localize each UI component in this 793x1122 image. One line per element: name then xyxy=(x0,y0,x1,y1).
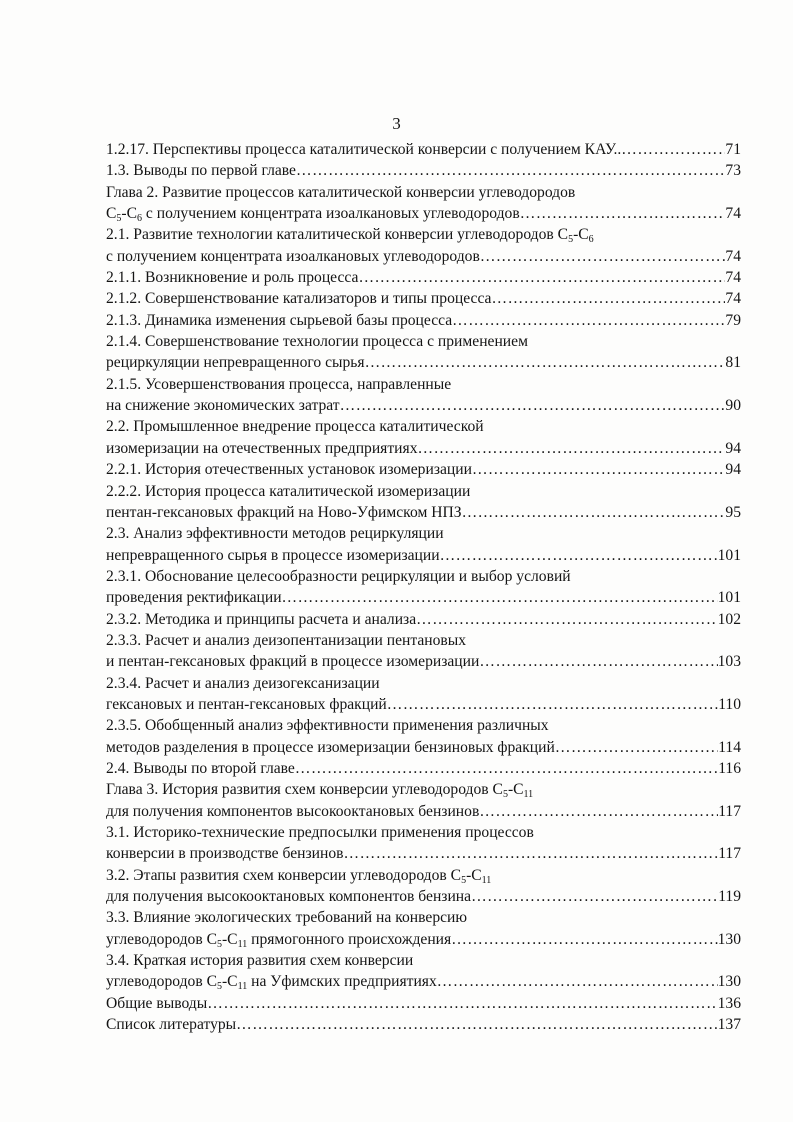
toc-entry-title: 1.3. Выводы по первой главе xyxy=(106,162,296,180)
toc-entry xyxy=(106,182,741,203)
toc-entry-title: с получением концентрата изоалкановых углеводородов xyxy=(106,247,480,265)
toc-entry-title: $C_5-C_6$ с получением концентрата изоалкановых углеводородов xyxy=(106,205,520,225)
toc-entry-title: 2.1.3. Динамика изменения сырьевой базы процесса xyxy=(106,311,453,329)
toc-dot-leader xyxy=(520,203,726,224)
toc-entry-page: 71 xyxy=(725,141,741,158)
toc-entry-title: гексановых и пентан-гексановых фракций xyxy=(106,695,387,713)
toc-entry-page: 117 xyxy=(718,845,741,863)
toc-dot-leader xyxy=(282,587,718,608)
toc-dot-leader xyxy=(296,160,725,181)
toc-entry-title: рециркуляции непревращенного сырья xyxy=(106,354,365,372)
toc-entry xyxy=(106,715,741,736)
toc-entry xyxy=(106,694,741,715)
toc-entry-title: 1.2.17. Перспективы процесса каталитической конверсии с получением КАУ.. xyxy=(106,141,622,158)
toc-entry xyxy=(106,545,741,566)
toc-entry-title: Глава 3. История развития схем конверсии углеводородов $C_5-C_{11}$ xyxy=(106,781,534,801)
toc-entry xyxy=(106,865,741,886)
toc-entry xyxy=(106,566,741,587)
toc-entry xyxy=(106,929,741,950)
toc-dot-leader xyxy=(418,438,726,459)
toc-dot-leader xyxy=(387,694,718,715)
toc-entry-page: 94 xyxy=(725,461,741,479)
toc-entry xyxy=(106,502,741,523)
toc-dot-leader xyxy=(344,843,719,864)
toc-entry xyxy=(106,673,741,694)
toc-entry xyxy=(106,416,741,437)
toc-entry-page: 114 xyxy=(718,738,741,756)
toc-entry-title: методов разделения в процессе изомеризации бензиновых фракций xyxy=(106,738,555,756)
toc-entry xyxy=(106,737,741,758)
toc-entry xyxy=(106,224,741,245)
toc-dot-leader xyxy=(452,310,725,331)
page-number: 3 xyxy=(392,114,401,133)
toc-entry-title: Общие выводы xyxy=(106,994,208,1012)
toc-dot-leader xyxy=(340,395,726,416)
toc-entry-title: углеводородов $C_5-C_{11}$ на Уфимских предприятиях xyxy=(106,973,437,993)
toc-entry xyxy=(106,203,741,224)
toc-entry-page: 73 xyxy=(725,162,741,180)
toc-entry-title: 2.3.4. Расчет и анализ деизогексанизации xyxy=(106,674,380,692)
toc-entry-page: 136 xyxy=(717,994,741,1012)
toc-dot-leader xyxy=(479,801,718,822)
toc-entry xyxy=(106,267,741,288)
toc-entry-title: 2.3.1. Обоснование целесообразности рециркуляции и выбор условий xyxy=(106,567,571,585)
toc-entry xyxy=(106,651,741,672)
toc-entry-page: 130 xyxy=(717,973,741,991)
toc-entry-title: 2.1. Развитие технологии каталитической конверсии углеводородов $C_5-C_6$ xyxy=(106,226,594,246)
toc-entry xyxy=(106,352,741,373)
toc-entry-title: 2.2.2. История процесса каталитической изомеризации xyxy=(106,482,471,500)
toc-entry-title: для получения высокооктановых компонентов бензина xyxy=(106,888,472,906)
toc-entry xyxy=(106,139,741,160)
toc-entry xyxy=(106,246,741,267)
toc-dot-leader xyxy=(472,459,725,480)
toc-dot-leader xyxy=(207,993,717,1014)
toc-entry-page: 79 xyxy=(725,311,741,329)
toc-entry-title: 3.2. Этапы развития схем конверсии углеводородов $C_5-C_{11}$ xyxy=(106,866,492,886)
toc-entry xyxy=(106,907,741,928)
toc-entry-title: 3.1. Историко-технические предпосылки применения процессов xyxy=(106,824,534,841)
toc-entry xyxy=(106,1014,741,1035)
toc-entry xyxy=(106,971,741,992)
toc-entry-title: изомеризации на отечественных предприятиях xyxy=(106,439,418,457)
toc-dot-leader xyxy=(471,886,718,907)
toc-entry-page: 74 xyxy=(725,290,741,308)
toc-entry-page: 81 xyxy=(725,354,741,372)
toc-entry-title: углеводородов $C_5-C_{11}$ прямогонного происхождения xyxy=(106,930,452,950)
toc-entry-page: 119 xyxy=(718,888,741,906)
toc-entry xyxy=(106,160,741,181)
toc-entry-title: непревращенного сырья в процессе изомеризации xyxy=(106,546,440,564)
toc-entry xyxy=(106,993,741,1014)
toc-entry-title: для получения компонентов высокооктановых бензинов xyxy=(106,802,480,820)
toc-dot-leader xyxy=(555,737,718,758)
toc-entry-title: проведения ректификации xyxy=(106,589,282,607)
toc-entry-page: 74 xyxy=(725,269,741,287)
toc-entry xyxy=(106,609,741,630)
toc-entry xyxy=(106,587,741,608)
toc-entry-title: 2.3. Анализ эффективности методов рециркуляции xyxy=(106,525,444,543)
toc-entry-title: Глава 2. Развитие процессов каталитической конверсии углеводородов xyxy=(106,183,576,201)
toc-entry-page: 110 xyxy=(718,695,741,713)
toc-entry-page: 74 xyxy=(725,247,741,265)
toc-entry-title: 2.1.4. Совершенствование технологии процесса с применением xyxy=(106,333,528,351)
toc-entry xyxy=(106,822,741,843)
toc-entry-title: 2.3.3. Расчет и анализ деизопентанизации пентановых xyxy=(106,631,467,649)
toc-entry-title: конверсии в производстве бензинов xyxy=(106,845,344,863)
toc-entry-title: 3.3. Влияние экологических требований на конверсию xyxy=(106,909,468,927)
toc-entry-page: 101 xyxy=(717,589,741,607)
toc-entry xyxy=(106,886,741,907)
toc-dot-leader xyxy=(479,651,717,672)
toc-entry xyxy=(106,395,741,416)
toc-entry-page: 116 xyxy=(718,759,741,777)
toc-dot-leader xyxy=(236,1014,717,1035)
toc-dot-leader xyxy=(416,609,717,630)
toc-entry-page: 90 xyxy=(725,397,741,415)
toc-entry-title: Список литературы xyxy=(106,1016,237,1034)
toc-dot-leader xyxy=(295,758,718,779)
toc-dot-leader xyxy=(491,288,725,309)
toc-entry xyxy=(106,630,741,651)
toc-entry-title: 2.2. Промышленное внедрение процесса каталитической xyxy=(106,418,484,436)
toc-entry-page: 117 xyxy=(718,802,741,820)
toc-entry xyxy=(106,374,741,395)
toc-dot-leader xyxy=(358,267,725,288)
toc-dot-leader xyxy=(440,545,718,566)
toc-dot-leader xyxy=(480,246,726,267)
toc-entry-page: 137 xyxy=(717,1016,741,1034)
toc-entry-page: 102 xyxy=(717,610,741,628)
toc-entry-title: и пентан-гексановых фракций в процессе изомеризации xyxy=(106,653,480,671)
toc-dot-leader xyxy=(365,352,726,373)
toc-dot-leader xyxy=(437,971,718,992)
toc-entry xyxy=(106,481,741,502)
toc-entry xyxy=(106,523,741,544)
toc-dot-leader xyxy=(621,139,725,160)
toc-entry xyxy=(106,801,741,822)
toc-entry xyxy=(106,331,741,352)
toc-entry xyxy=(106,438,741,459)
toc-entry-page: 94 xyxy=(725,439,741,457)
toc-entry-page: 103 xyxy=(717,653,741,671)
toc-entry-title: 2.3.5. Обобщенный анализ эффективности применения различных xyxy=(106,717,549,735)
toc-entry-title: 2.4. Выводы по второй главе xyxy=(106,759,295,777)
toc-entry xyxy=(106,950,741,971)
toc-entry-title: 2.1.5. Усовершенствования процесса, направленные xyxy=(106,375,452,393)
toc-entry xyxy=(106,758,741,779)
table-of-contents xyxy=(106,139,741,1035)
toc-entry-title: 3.4. Краткая история развития схем конверсии xyxy=(106,952,414,970)
toc-entry xyxy=(106,459,741,480)
toc-entry xyxy=(106,288,741,309)
toc-entry-title: на снижение экономических затрат xyxy=(106,397,340,415)
toc-entry-page: 95 xyxy=(725,503,741,521)
toc-dot-leader xyxy=(462,502,726,523)
toc-entry-title: 2.3.2. Методика и принципы расчета и анализа xyxy=(106,610,417,628)
toc-entry-page: 130 xyxy=(717,930,741,948)
toc-entry-title: 2.2.1. История отечественных установок изомеризации xyxy=(106,461,472,479)
toc-entry-page: 101 xyxy=(717,546,741,564)
toc-entry xyxy=(106,779,741,800)
toc-entry-title: 2.1.2. Совершенствование катализаторов и типы процесса xyxy=(106,290,492,308)
toc-entry xyxy=(106,310,741,331)
toc-entry-title: 2.1.1. Возникновение и роль процесса xyxy=(106,269,359,287)
toc-entry xyxy=(106,843,741,864)
toc-dot-leader xyxy=(451,929,717,950)
toc-entry-page: 74 xyxy=(725,205,741,223)
toc-entry-title: пентан-гексановых фракций на Ново-Уфимском НПЗ xyxy=(106,503,462,521)
